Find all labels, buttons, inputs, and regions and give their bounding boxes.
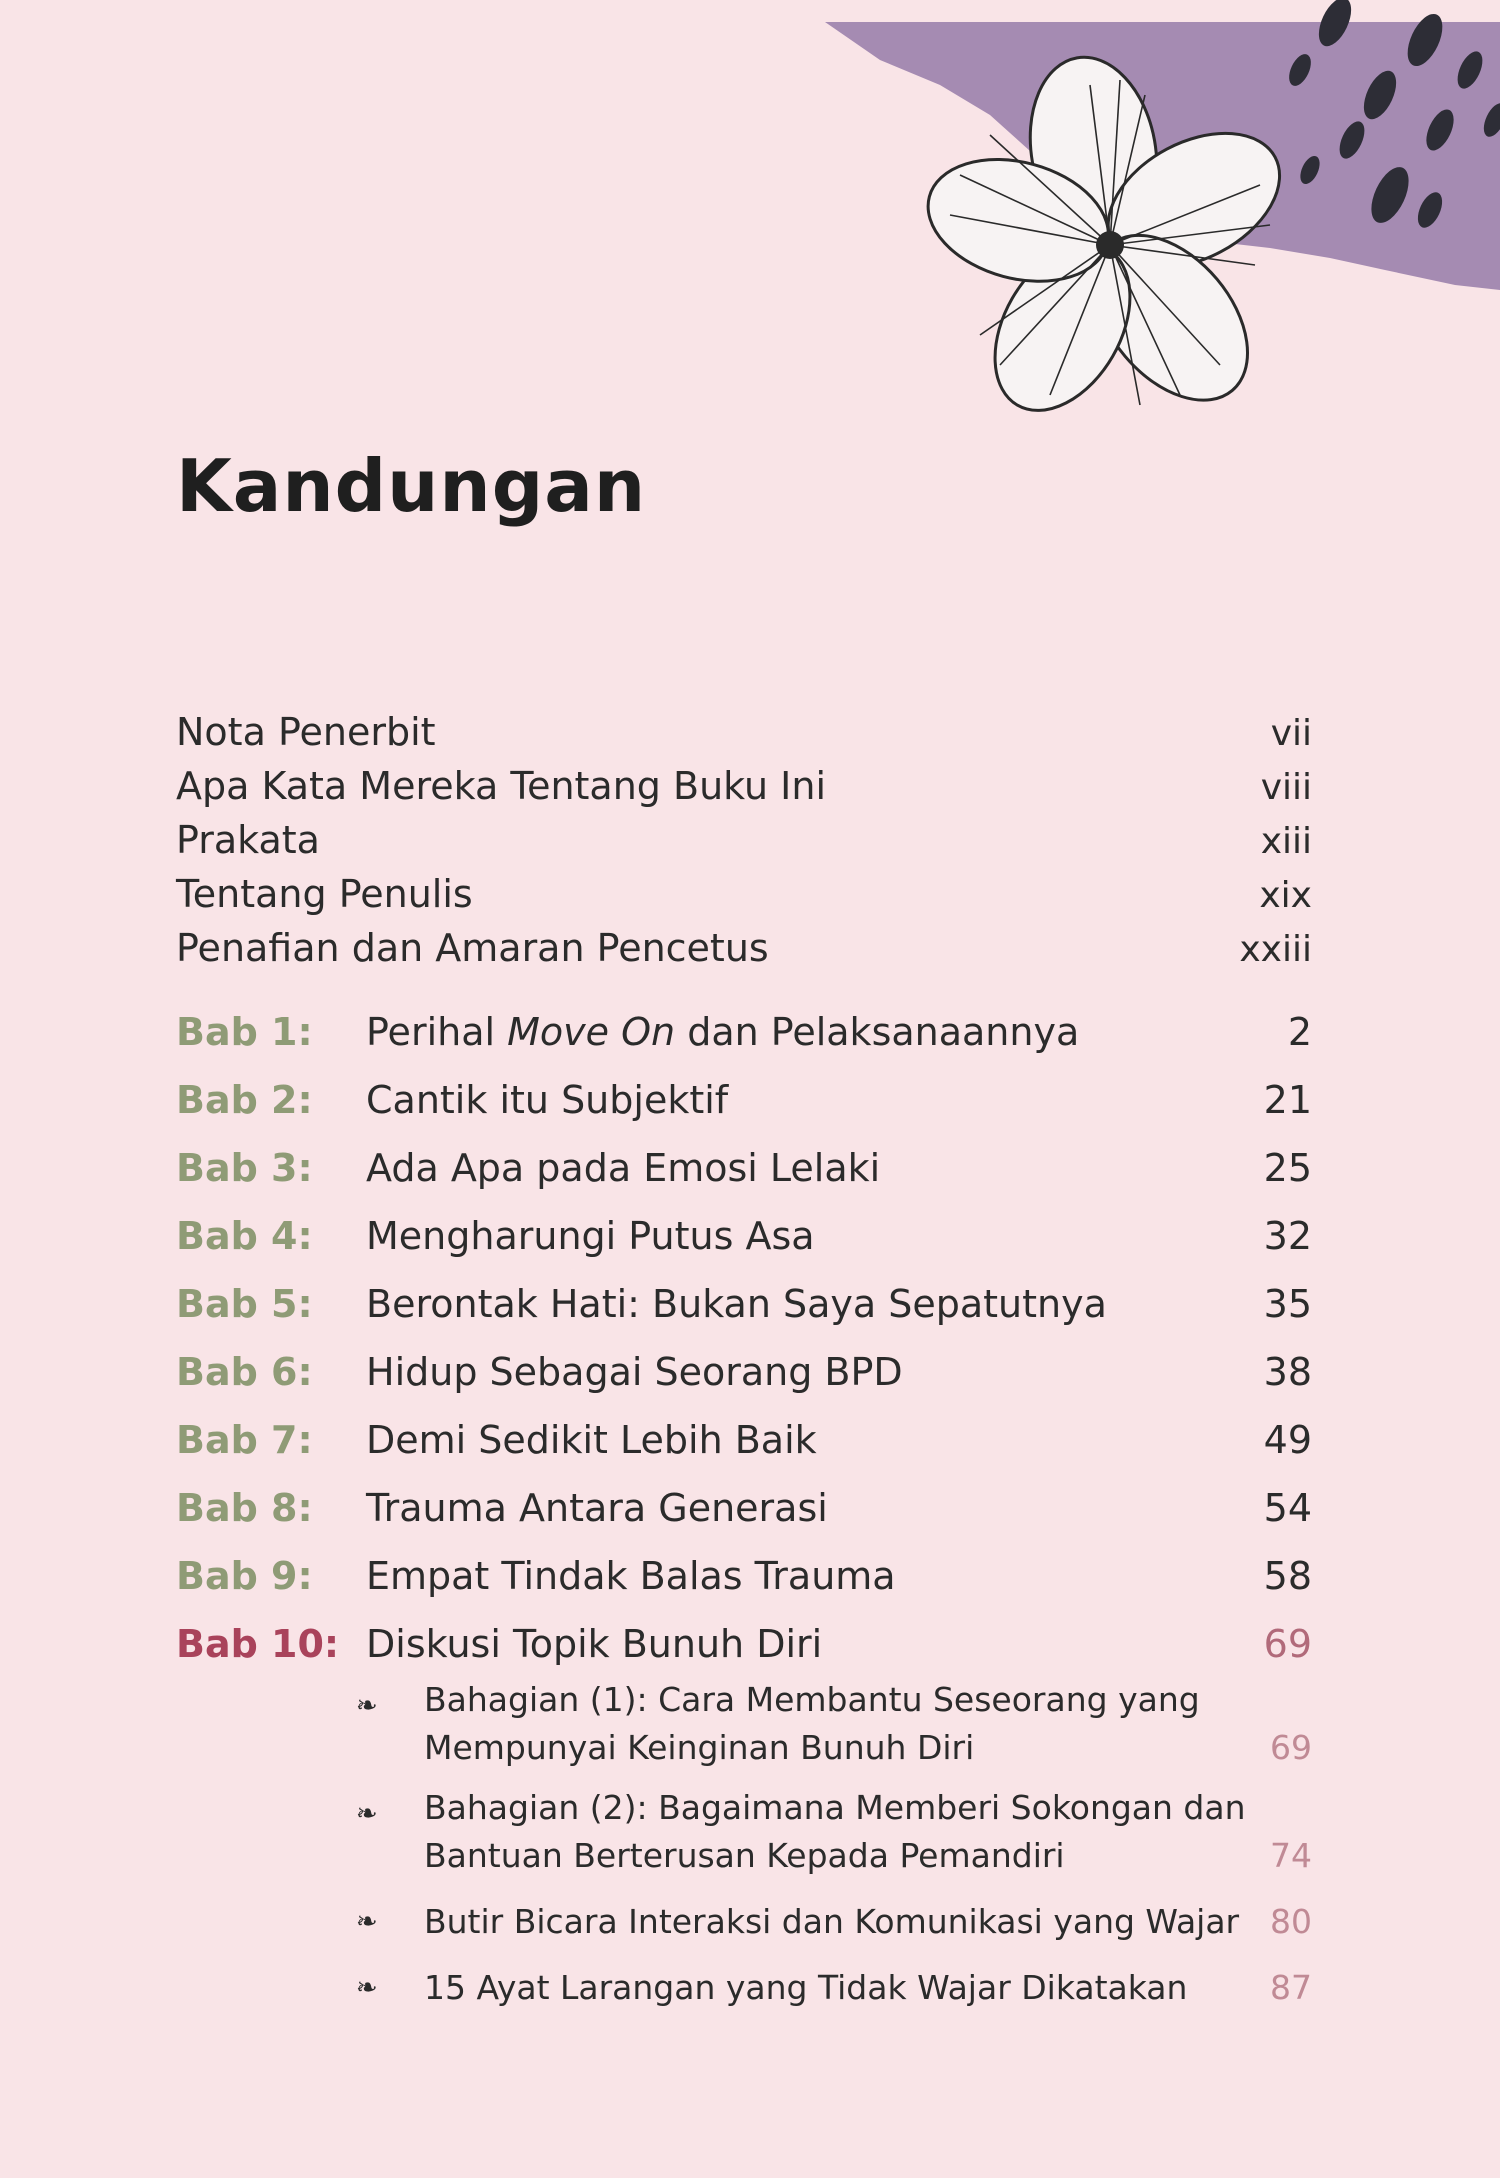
chapter-entry[interactable]	[176, 1010, 1312, 1078]
chapter-title: Cantik itu Subjektif	[366, 1078, 729, 1122]
chapter-label: Bab 9:	[176, 1554, 313, 1598]
subsection-title: 15 Ayat Larangan yang Tidak Wajar Dikatakan	[424, 1968, 1188, 2007]
chapter-title: Perihal Move On dan Pelaksanaannya	[366, 1010, 1080, 1054]
page-number: xix	[1259, 875, 1312, 916]
chapter-title: Empat Tindak Balas Trauma	[366, 1554, 896, 1598]
page-title: Kandungan	[176, 444, 647, 528]
chapter-title: Ada Apa pada Emosi Lelaki	[366, 1146, 881, 1190]
page-number: 2	[1287, 1010, 1312, 1054]
subsection-entry[interactable]	[356, 1784, 1312, 1880]
page-number: xxiii	[1239, 929, 1312, 970]
page-number: 25	[1263, 1146, 1312, 1190]
chapter-entry[interactable]	[176, 1418, 1312, 1486]
page-number: 35	[1263, 1282, 1312, 1326]
chapter-entry[interactable]	[176, 1214, 1312, 1282]
toc-entry[interactable]	[176, 872, 1312, 926]
chapter-label: Bab 3:	[176, 1146, 313, 1190]
subsection-entry[interactable]	[356, 1892, 1312, 1946]
chapter-label: Bab 4:	[176, 1214, 313, 1258]
entry-title: Apa Kata Mereka Tentang Buku Ini	[176, 764, 827, 808]
subsection-title: Bahagian (2): Bagaimana Memberi Sokongan dan Bantuan Berterusan Kepada Pemandiri	[424, 1788, 1246, 1875]
chapter-title: Mengharungi Putus Asa	[366, 1214, 815, 1258]
bullet-icon: ❧	[356, 1799, 378, 1829]
page-number: 69	[1263, 1622, 1312, 1666]
chapter-label: Bab 10:	[176, 1622, 340, 1666]
page-number: viii	[1260, 767, 1312, 808]
chapter-label: Bab 7:	[176, 1418, 313, 1462]
chapter-label: Bab 1:	[176, 1010, 313, 1054]
chapter-entry[interactable]	[176, 1554, 1312, 1622]
page-number: 58	[1263, 1554, 1312, 1598]
chapter-title: Trauma Antara Generasi	[366, 1486, 828, 1530]
chapter-entry[interactable]	[176, 1486, 1312, 1554]
page-number: 80	[1270, 1902, 1312, 1941]
chapter-entry[interactable]	[176, 1078, 1312, 1146]
entry-title: Penafian dan Amaran Pencetus	[176, 926, 769, 970]
subsection-title: Butir Bicara Interaksi dan Komunikasi yang Wajar	[424, 1902, 1240, 1941]
chapter-list	[176, 1010, 1312, 1690]
toc-entry[interactable]	[176, 710, 1312, 764]
toc-entry[interactable]	[176, 818, 1312, 872]
page-number: 74	[1270, 1836, 1312, 1875]
chapter-entry[interactable]	[176, 1282, 1312, 1350]
chapter-title: Demi Sedikit Lebih Baik	[366, 1418, 817, 1462]
chapter-label: Bab 6:	[176, 1350, 313, 1394]
front-matter-list	[176, 710, 1312, 980]
page-number: 32	[1263, 1214, 1312, 1258]
subsection-list	[356, 1676, 1312, 2024]
page-number: 21	[1263, 1078, 1312, 1122]
entry-title: Tentang Penulis	[176, 872, 473, 916]
chapter-label: Bab 5:	[176, 1282, 313, 1326]
bullet-icon: ❧	[356, 1691, 378, 1721]
subsection-title: Bahagian (1): Cara Membantu Seseorang yang Mempunyai Keinginan Bunuh Diri	[424, 1680, 1200, 1767]
entry-title: Prakata	[176, 818, 320, 862]
page-number: 54	[1263, 1486, 1312, 1530]
entry-title: Nota Penerbit	[176, 710, 436, 754]
page-number: 38	[1263, 1350, 1312, 1394]
toc-entry[interactable]	[176, 764, 1312, 818]
page-number: 69	[1270, 1728, 1312, 1767]
flower-illustration	[0, 0, 1500, 460]
subsection-entry[interactable]	[356, 1676, 1312, 1772]
subsection-entry[interactable]	[356, 1958, 1312, 2012]
chapter-title: Berontak Hati: Bukan Saya Sepatutnya	[366, 1282, 1107, 1326]
chapter-label: Bab 2:	[176, 1078, 313, 1122]
page-number: vii	[1270, 713, 1312, 754]
page-number: 87	[1270, 1968, 1312, 2007]
chapter-entry[interactable]	[176, 1350, 1312, 1418]
bullet-icon: ❧	[356, 1973, 378, 2003]
chapter-label: Bab 8:	[176, 1486, 313, 1530]
page-number: 49	[1263, 1418, 1312, 1462]
page-number: xiii	[1260, 821, 1312, 862]
chapter-title: Hidup Sebagai Seorang BPD	[366, 1350, 903, 1394]
toc-entry[interactable]	[176, 926, 1312, 980]
chapter-entry[interactable]	[176, 1146, 1312, 1214]
bullet-icon: ❧	[356, 1907, 378, 1937]
chapter-title: Diskusi Topik Bunuh Diri	[366, 1622, 823, 1666]
